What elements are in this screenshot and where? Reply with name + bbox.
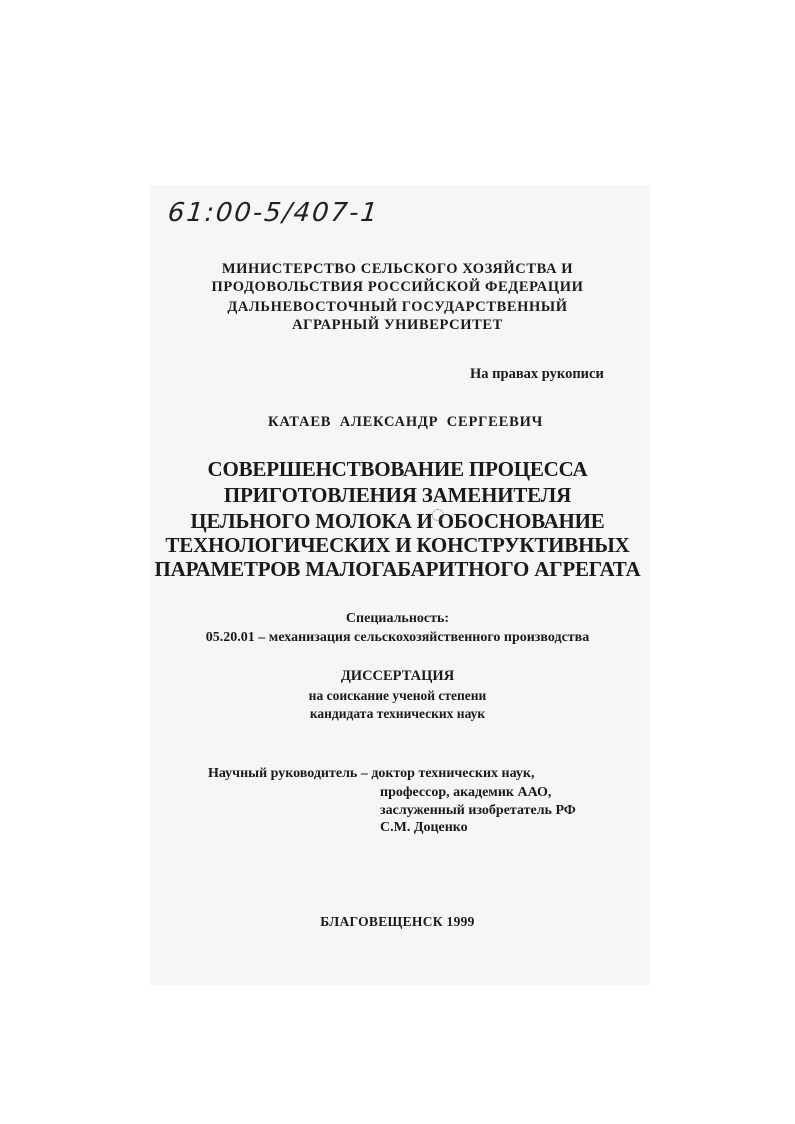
catalog-number: 61:00-5/407-1 [166,198,381,228]
institution-line-1: МИНИСТЕРСТВО СЕЛЬСКОГО ХОЗЯЙСТВА И [221,261,574,277]
title-line-2: ПРИГОТОВЛЕНИЯ ЗАМЕНИТЕЛЯ [223,483,572,507]
institution-line-3: ДАЛЬНЕВОСТОЧНЫЙ ГОСУДАРСТВЕННЫЙ [227,299,568,315]
supervisor-line-3: заслуженный изобретатель РФ [380,803,576,818]
specialty-label: Специальность: [345,611,450,626]
manuscript-note: На правах рукописи [470,366,604,382]
specialty-value: 05.20.01 – механизация сельскохозяйственного производства [205,630,590,645]
supervisor-line-2: профессор, академик ААО, [380,785,552,800]
city-year: БЛАГОВЕЩЕНСК 1999 [320,914,475,929]
title-line-3: ЦЕЛЬНОГО МОЛОКА И ОБОСНОВАНИЕ [190,509,605,533]
institution-line-2: ПРОДОВОЛЬСТВИЯ РОССИЙСКОЙ ФЕДЕРАЦИИ [211,279,584,295]
dissertation-line-1: на соискание ученой степени [308,688,487,703]
title-line-1: СОВЕРШЕНСТВОВАНИЕ ПРОЦЕССА [207,457,588,481]
supervisor-name: С.М. Доценко [380,820,468,835]
title-line-4: ТЕХНОЛОГИЧЕСКИХ И КОНСТРУКТИВНЫХ [165,533,630,557]
institution-line-4: АГРАРНЫЙ УНИВЕРСИТЕТ [292,317,503,333]
dissertation-line-2: кандидата технических наук [309,706,486,721]
author-name: КАТАЕВ АЛЕКСАНДР СЕРГЕЕВИЧ [268,414,544,430]
title-line-5: ПАРАМЕТРОВ МАЛОГАБАРИТНОГО АГРЕГАТА [154,557,641,581]
dissertation-heading: ДИССЕРТАЦИЯ [340,668,455,684]
scan-speck [432,509,444,521]
supervisor-line-1: Научный руководитель – доктор технических наук, [208,766,535,781]
